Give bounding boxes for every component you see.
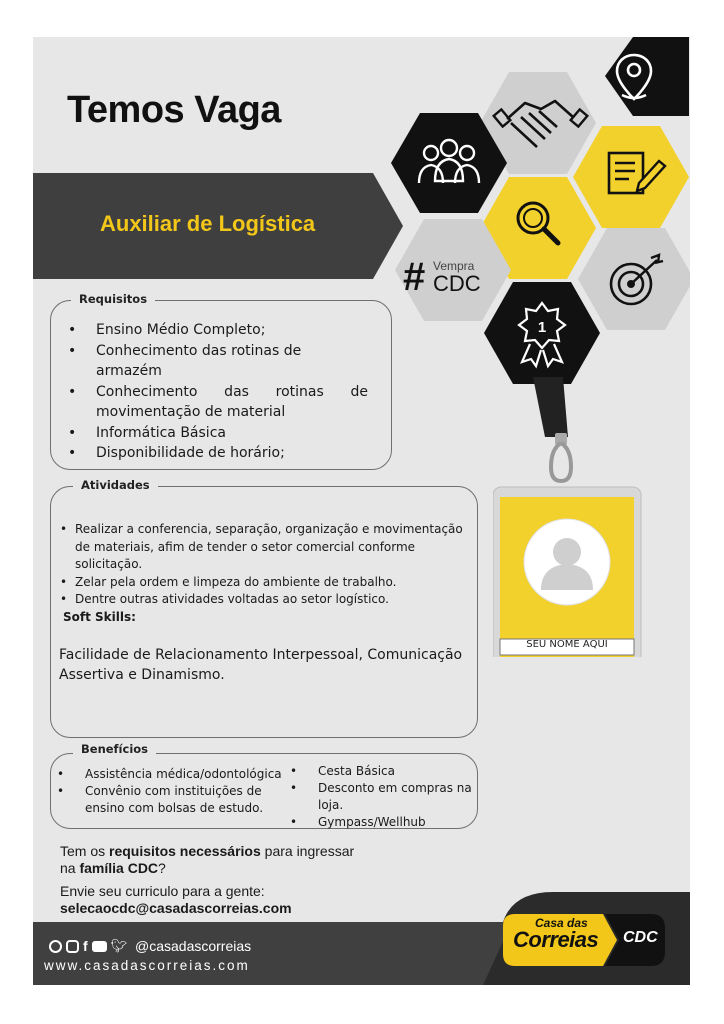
list-item: • Conhecimento das rotinas de movimentação de material — [68, 382, 368, 423]
instagram-icon[interactable] — [66, 940, 79, 953]
svg-text:1: 1 — [537, 319, 547, 336]
id-badge-illustration — [493, 377, 653, 657]
beneficios-label: Benefícios — [73, 742, 156, 756]
facebook-icon[interactable]: f — [83, 938, 88, 954]
soft-skills-text: Facilidade de Relacionamento Interpessoal, Comunicação Assertiva e Dinamismo. — [59, 647, 463, 683]
list-item: • Cesta Básica — [290, 763, 475, 780]
social-icons — [49, 938, 127, 954]
list-item: • Zelar pela ordem e limpeza do ambiente de trabalho. — [60, 574, 474, 592]
job-poster — [33, 37, 690, 985]
list-item: • Convênio com instituições de ensino com bolsas de estudo. — [57, 783, 289, 817]
list-item: • Assistência médica/odontológica — [57, 766, 289, 783]
beneficios-list-2 — [290, 763, 475, 831]
logo-cdc: CDC — [623, 929, 658, 946]
page-title: Temos Vaga — [67, 89, 281, 131]
list-item: • Disponibilidade de horário; — [68, 443, 368, 464]
logo-line1: Casa das — [535, 916, 588, 930]
list-item: • Desconto em compras na loja. — [290, 780, 475, 814]
list-item: • Realizar a conferencia, separação, organização e movimentação de materiais, afim de tender o setor comercial conforme solicitação. — [60, 521, 474, 574]
atividades-label: Atividades — [73, 478, 158, 492]
cta-question: Tem os requisitos necessários para ingressar na família CDC? — [60, 843, 355, 876]
cta-email[interactable]: selecaocdc@casadascorreias.com — [60, 900, 292, 916]
requisitos-label: Requisitos — [71, 292, 155, 306]
soft-skills-heading: Soft Skills: — [63, 610, 136, 624]
social-handle[interactable]: @casadascorreias — [135, 938, 252, 954]
hashtag-symbol: # — [403, 255, 426, 299]
form-pen-icon — [573, 126, 689, 228]
job-title: Auxiliar de Logística — [100, 211, 316, 236]
website-link[interactable]: www.casadascorreias.com — [44, 958, 250, 973]
whatsapp-icon[interactable] — [49, 940, 62, 953]
list-item: • Gympass/Wellhub — [290, 814, 475, 831]
award-ribbon-icon — [484, 282, 600, 384]
target-icon — [578, 228, 690, 330]
requisitos-list — [68, 320, 368, 464]
badge-name-label: SEU NOME AQUI — [526, 639, 608, 650]
twitter-icon[interactable]: 🐦︎ — [110, 938, 128, 954]
hexagon-icon-cluster — [383, 37, 690, 387]
vempra-cdc-label: CDC — [433, 271, 481, 296]
cta-send: Envie seu curriculo para a gente: — [60, 883, 265, 899]
list-item: • Dentre outras atividades voltadas ao setor logístico. — [60, 591, 474, 609]
youtube-icon[interactable] — [92, 941, 107, 952]
list-item: • Informática Básica — [68, 423, 368, 444]
location-pin-icon — [605, 37, 689, 116]
list-item: • Ensino Médio Completo; — [68, 320, 368, 341]
beneficios-list-1 — [57, 766, 289, 817]
vempra-label: Vempra — [433, 259, 475, 273]
logo-line2: Correias — [513, 927, 599, 952]
atividades-list — [60, 521, 474, 609]
list-item: • Conhecimento das rotinas de armazém — [68, 341, 368, 382]
